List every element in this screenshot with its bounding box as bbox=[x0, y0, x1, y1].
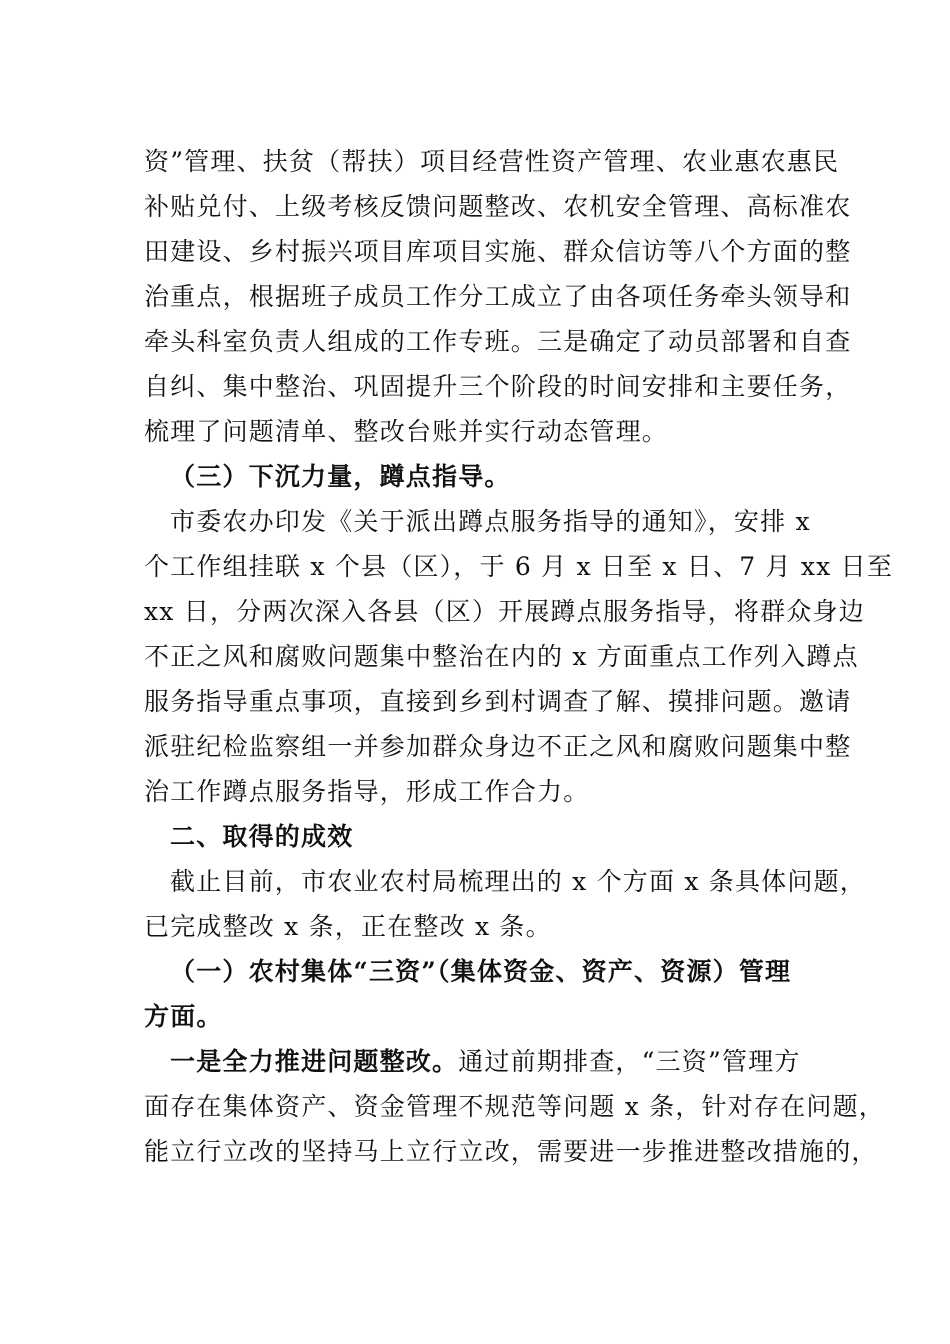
text-line: 补贴兑付、上级考核反馈问题整改、农机安全管理、高标准农 bbox=[144, 192, 852, 221]
text-line: 自纠、集中整治、巩固提升三个阶段的时间安排和主要任务， bbox=[144, 372, 852, 401]
text-line: 面存在集体资产、资金管理不规范等问题 x 条，针对存在问题， bbox=[144, 1092, 885, 1121]
text-line: 个工作组挂联 x 个县（区），于 6 月 x 日至 x 日、7 月 xx 日至 bbox=[144, 552, 894, 581]
emphasis-text: 一是全力推进问题整改。 bbox=[170, 1047, 459, 1076]
text-line: 能立行立改的坚持马上立行立改，需要进一步推进整改措施的， bbox=[144, 1137, 878, 1166]
section-heading: （三）下沉力量，蹲点指导。 bbox=[170, 462, 511, 491]
text-line: 派驻纪检监察组一并参加群众身边不正之风和腐败问题集中整 bbox=[144, 732, 852, 761]
text-line: 市委农办印发《关于派出蹲点服务指导的通知》，安排 x bbox=[170, 507, 811, 536]
subsection-heading: （一）农村集体“三资”（集体资金、资产、资源）管理 bbox=[170, 957, 792, 986]
text-line: 梳理了问题清单、整改台账并实行动态管理。 bbox=[144, 417, 669, 446]
text-line: 服务指导重点事项，直接到乡到村调查了解、摸排问题。邀请 bbox=[144, 687, 852, 716]
section-heading: 二、取得的成效 bbox=[170, 822, 354, 851]
text-line: 牵头科室负责人组成的工作专班。三是确定了动员部署和自查 bbox=[144, 327, 852, 356]
subsection-heading: 方面。 bbox=[144, 1002, 223, 1031]
text-line bbox=[170, 1040, 860, 1084]
text-line: 治重点，根据班子成员工作分工成立了由各项任务牵头领导和 bbox=[144, 282, 852, 311]
text-line: 治工作蹲点服务指导，形成工作合力。 bbox=[144, 777, 590, 806]
text-line: 资”管理、扶贫（帮扶）项目经营性资产管理、农业惠农惠民 bbox=[144, 147, 840, 176]
text-line: 不正之风和腐败问题集中整治在内的 x 方面重点工作列入蹲点 bbox=[144, 642, 859, 671]
text-span: 通过前期排查，“三资”管理方 bbox=[458, 1047, 801, 1076]
text-line: 截止目前，市农业农村局梳理出的 x 个方面 x 条具体问题， bbox=[170, 867, 866, 896]
text-line: 已完成整改 x 条，正在整改 x 条。 bbox=[144, 912, 552, 941]
text-line: xx 日，分两次深入各县（区）开展蹲点服务指导，将群众身边 bbox=[144, 597, 865, 626]
text-line: 田建设、乡村振兴项目库项目实施、群众信访等八个方面的整 bbox=[144, 237, 852, 266]
